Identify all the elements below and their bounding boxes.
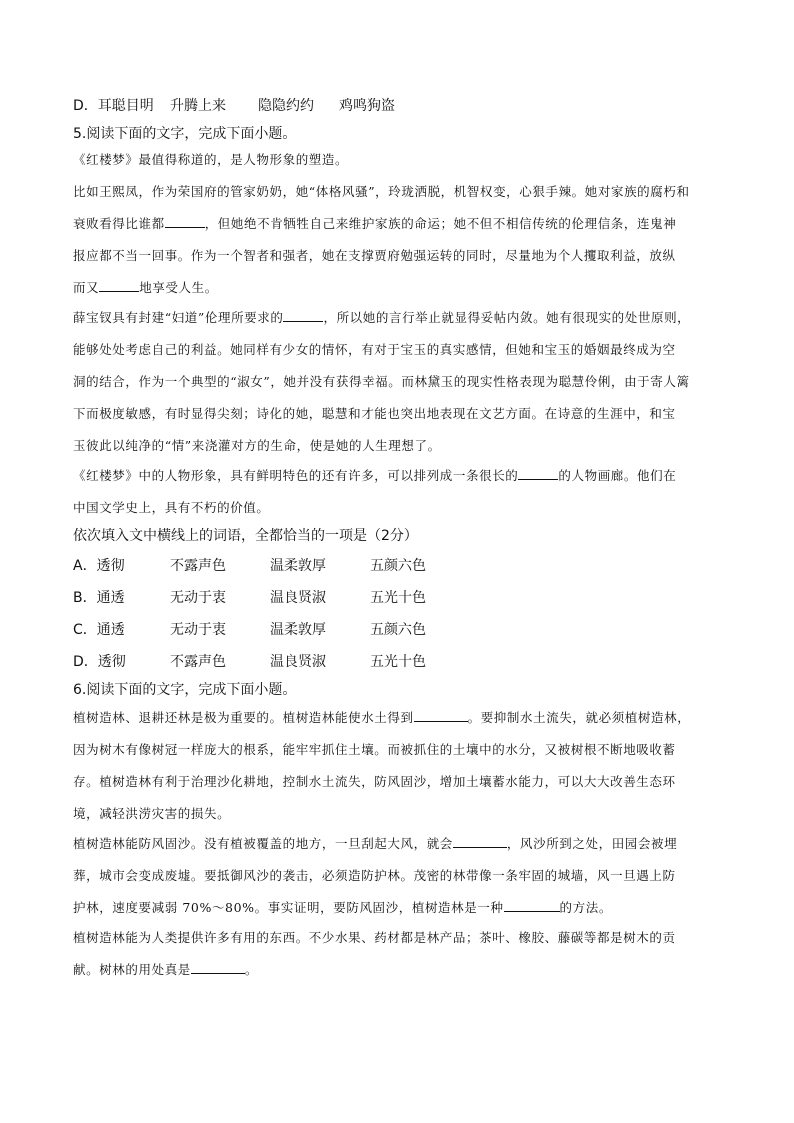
q5-paragraph-1: 《红楼梦》最值得称道的，是人物形象的塑造。 <box>73 152 349 167</box>
q4-option-d-word-2: 升腾上来 <box>170 98 226 114</box>
q5-option-c-word-3: 温柔敦厚 <box>270 622 326 638</box>
q6-p2-line-3 <box>73 898 733 918</box>
fill-blank-8[interactable] <box>191 961 245 974</box>
q5-option-b-word-2: 无动于衷 <box>170 590 226 606</box>
q4-option-d-word-4: 鸡鸣狗盗 <box>339 98 395 114</box>
q5-option-c[interactable] <box>73 620 733 640</box>
q6-p2-line-3a: 护林，速度要减弱 70%～80%。事实证明，要防风固沙，植树造林是一种 <box>73 900 504 915</box>
q5-option-c-word-4: 五颜六色 <box>370 622 426 638</box>
q5-p2-line-2a: 衰败看得比谁都 <box>73 216 165 231</box>
fill-blank-7[interactable] <box>504 899 560 912</box>
fill-blank-5[interactable] <box>414 709 468 722</box>
q5-paragraph-2 <box>73 182 733 298</box>
q6-p2-line-1a: 植树造林能防风固沙。没有植被覆盖的地方，一旦刮起大风，就会 <box>73 836 453 851</box>
q5-paragraph-3 <box>73 308 733 456</box>
q6-p2-line-3b: 的方法。 <box>559 900 612 915</box>
q5-option-a-word-3: 温柔敦厚 <box>270 558 326 574</box>
q5-option-d-word-3: 温良贤淑 <box>270 654 326 670</box>
q5-p3-line-1 <box>73 308 733 328</box>
q5-p2-line-4a: 而又 <box>73 280 100 295</box>
q5-option-a-label: A．透彻 <box>73 558 125 574</box>
q5-p3-line-4: 下而极度敏感，有时显得尖刻；诗化的她，聪慧和才能也突出地表现在文艺方面。在诗意的生涯中，和宝 <box>73 406 676 421</box>
q5-p2-line-4b: 地享受人生。 <box>139 280 218 295</box>
fill-blank-2[interactable] <box>99 279 139 292</box>
q5-options <box>73 556 733 672</box>
fill-blank-3[interactable] <box>283 309 323 322</box>
q5-p4-line-1a: 《红楼梦》中的人物形象，具有鲜明特色的还有许多，可以排列成一条很长的 <box>73 468 519 483</box>
exam-page <box>73 96 733 980</box>
q5-title: 5.阅读下面的文字，完成下面小题。 <box>73 126 297 142</box>
q6-p3-line-2a: 献。树林的用处真是 <box>73 962 191 977</box>
q6-p1-line-4: 境，减轻洪涝灾害的损失。 <box>73 806 231 821</box>
q5-option-b[interactable] <box>73 588 733 608</box>
q6-p1-line-1a: 植树造林、退耕还林是极为重要的。植树造林能使水土得到 <box>73 710 414 725</box>
q6-p1-line-3: 存。植树造林有利于治理沙化耕地，控制水土流失，防风固沙，增加土壤蓄水能力，可以大大改善生态环 <box>73 774 676 789</box>
q5-option-b-word-4: 五光十色 <box>370 590 426 606</box>
q6-p2-line-1 <box>73 834 733 854</box>
fill-blank-1[interactable] <box>165 215 205 228</box>
q5-p4-line-1 <box>73 466 733 486</box>
q4-option-d-label: D．耳聪目明 <box>73 98 154 114</box>
q5-option-d-label: D．透彻 <box>73 654 126 670</box>
q5-option-d-word-4: 五光十色 <box>370 654 426 670</box>
q5-option-c-word-2: 无动于衷 <box>170 622 226 638</box>
q4-option-d-word-3: 隐隐约约 <box>258 98 314 114</box>
q5-option-d[interactable] <box>73 652 733 672</box>
q6-p3-line-2b: 。 <box>244 962 259 977</box>
q5-paragraph-4 <box>73 466 733 518</box>
q5-question: 依次填入文中横线上的词语，全都恰当的一项是（2分） <box>73 528 418 544</box>
q5-p4-line-1b: 的人物画廊。他们在 <box>558 468 677 483</box>
q6-paragraph-1 <box>73 708 733 824</box>
q5-option-c-label: C．通透 <box>73 622 125 638</box>
fill-blank-4[interactable] <box>518 467 558 480</box>
q6-p1-line-1 <box>73 708 733 728</box>
q6-paragraph-2 <box>73 834 733 918</box>
q5-option-b-word-3: 温良贤淑 <box>270 590 326 606</box>
fill-blank-6[interactable] <box>453 835 507 848</box>
q5-p3-line-1a: 薛宝钗具有封建“妇道”伦理所要求的 <box>73 310 284 325</box>
q6-p1-line-2: 因为树木有像树冠一样庞大的根系，能牢牢抓住土壤。而被抓住的土壤中的水分，又被树根不断地吸收蓄 <box>73 742 676 757</box>
q5-option-a[interactable] <box>73 556 733 576</box>
q5-p3-line-5: 玉彼此以纯净的“情”来浇灌对方的生命，使是她的人生理想了。 <box>73 438 441 453</box>
q6-paragraph-3 <box>73 928 733 980</box>
q5-p3-line-2: 能够处处考虑自己的利益。她同样有少女的情怀，有对于宝玉的真实感情，但她和宝玉的婚姻最终成为空 <box>73 342 676 357</box>
q6-p3-line-2 <box>73 960 733 980</box>
q6-p3-line-1: 植树造林能为人类提供许多有用的东西。不少水果、药材都是林产品；茶叶、橡胶、藤碳等都是树木的贡 <box>73 930 676 945</box>
q6-p2-line-2: 葬，城市会变成废墟。要抵御风沙的袭击，必须造防护林。茂密的林带像一条牢固的城墙，风一旦遇上防 <box>73 868 676 883</box>
q5-option-d-word-2: 不露声色 <box>170 654 226 670</box>
q5-p2-line-4 <box>73 278 733 298</box>
q5-p3-line-3: 洞的结合，作为一个典型的“淑女”，她并没有获得幸福。而林黛玉的现实性格表现为聪慧伶俐，由于寄人篱 <box>73 374 690 389</box>
q5-p2-line-1: 比如王熙凤，作为荣国府的管家奶奶，她“体格风骚”，玲珑洒脱，机智权变，心狠手辣。她对家族的腐朽和 <box>73 184 690 199</box>
q5-p2-line-2 <box>73 214 733 234</box>
q5-p2-line-3: 报应都不当一回事。作为一个智者和强者，她在支撑贾府勉强运转的同时，尽量地为个人攫取利益，放纵 <box>73 248 676 263</box>
q6-p1-line-1b: 。要抑制水土流失，就必须植树造林， <box>467 710 691 725</box>
q5-option-a-word-2: 不露声色 <box>170 558 226 574</box>
q6-p2-line-1b: ，风沙所到之处，田园会被埋 <box>506 836 678 851</box>
q5-option-a-word-4: 五颜六色 <box>370 558 426 574</box>
q4-option-d <box>73 96 733 116</box>
q6-title: 6.阅读下面的文字，完成下面小题。 <box>73 682 297 698</box>
q5-p3-line-1b: ，所以她的言行举止就显得妥帖内敛。她有很现实的处世原则， <box>323 310 691 325</box>
q5-p4-line-2: 中国文学史上，具有不朽的价值。 <box>73 500 270 515</box>
q5-p2-line-2b: ，但她绝不肯牺牲自己来维护家族的命运；她不但不相信传统的伦理信条，连鬼神 <box>204 216 677 231</box>
q5-option-b-label: B．通透 <box>73 590 125 606</box>
